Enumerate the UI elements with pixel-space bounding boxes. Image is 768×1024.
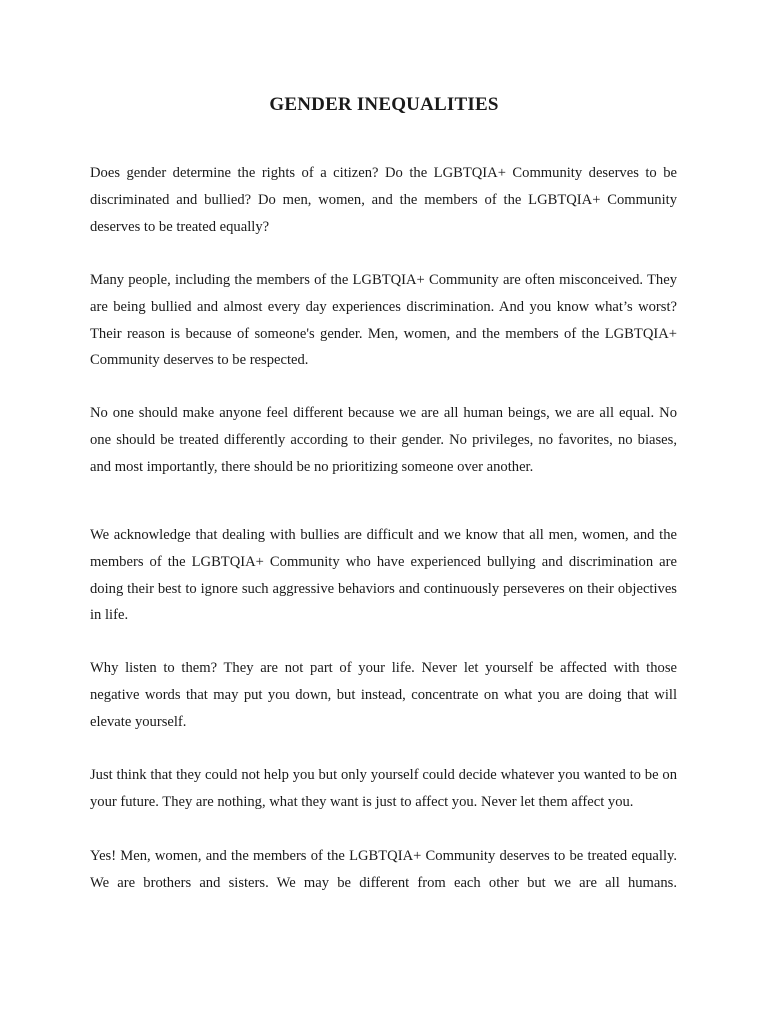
paragraph: Does gender determine the rights of a citizen? Do the LGBTQIA+ Community deserves to be discriminated and bullied? Do men, women, and the members of the LGBTQIA+ Community deserves to be treated equally? [90, 165, 677, 235]
paragraph: Just think that they could not help you but only yourself could decide whatever you wanted to be on your future. They are nothing, what they want is just to affect you. Never let them affect you. [90, 767, 677, 810]
paragraph: No one should make anyone feel different because we are all human beings, we are all equal. No one should be treated differently according to their gender. No privileges, no favorites, no biases, and most importantly, there should be no prioritizing someone over another. [90, 405, 677, 475]
paragraph: Yes! Men, women, and the members of the LGBTQIA+ Community deserves to be treated equally. We are brothers and sisters. We may be different from each other but we are all humans. [90, 848, 677, 891]
paragraph: We acknowledge that dealing with bullies are difficult and we know that all men, women, and the members of the LGBTQIA+ Community who have experienced bullying and discrimination are doing their best to ignore such aggressive behaviors and continuously perseveres on their objectives in life. [90, 527, 677, 624]
paragraph: Many people, including the members of the LGBTQIA+ Community are often misconceived. They are being bullied and almost every day experiences discrimination. And you know what’s worst? Their reason is because of someone's gender. Men, women, and the members of the LGBTQIA+ Community deserves to be respected. [90, 272, 677, 369]
document-title: GENDER INEQUALITIES [269, 94, 499, 115]
paragraph: Why listen to them? They are not part of your life. Never let yourself be affected with those negative words that may put you down, but instead, concentrate on what you are doing that will elevate yourself. [90, 660, 677, 730]
